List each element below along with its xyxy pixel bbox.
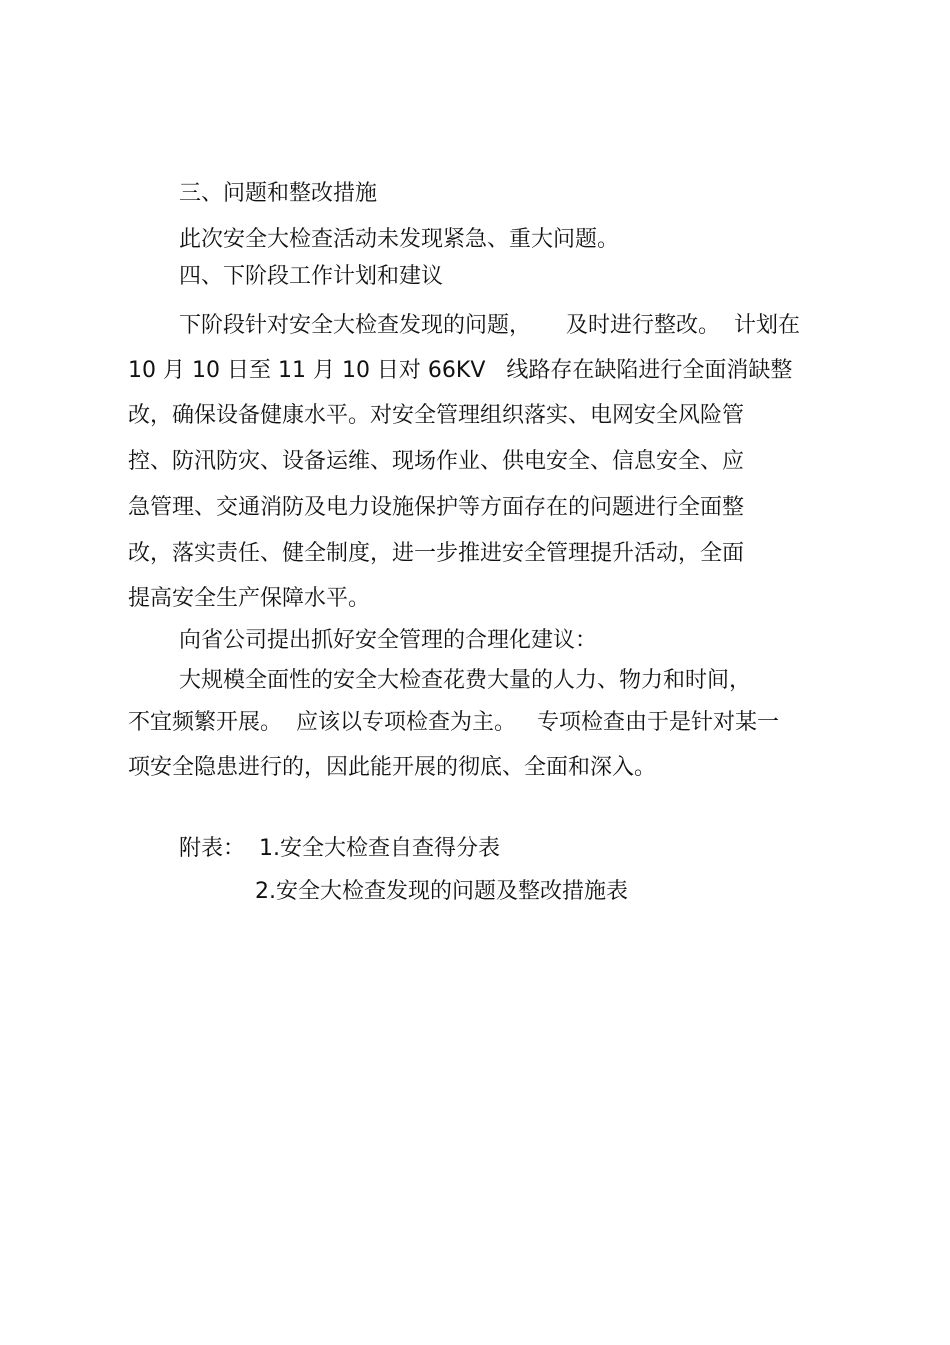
paragraph-line: 10 月 10 日至 11 月 10 日对 66KV 线路存在缺陷进行全面消缺整 bbox=[128, 358, 793, 383]
paragraph-line: 不宜频繁开展。 应该以专项检查为主。 专项检查由于是针对某一 bbox=[128, 710, 779, 735]
paragraph-line: 向省公司提出抓好安全管理的合理化建议： bbox=[179, 628, 598, 653]
paragraph-line: 控、防汛防灾、设备运维、现场作业、供电安全、信息安全、应 bbox=[128, 449, 745, 474]
paragraph-line: 急管理、交通消防及电力设施保护等方面存在的问题进行全面整 bbox=[128, 495, 745, 520]
paragraph-line: 下阶段针对安全大检查发现的问题， 及时进行整改。 计划在 bbox=[179, 313, 800, 338]
paragraph-line: 提高安全生产保障水平。 bbox=[128, 586, 371, 611]
paragraph-line: 改，确保设备健康水平。对安全管理组织落实、电网安全风险管 bbox=[128, 403, 745, 428]
attachment-item-2: 2.安全大检查发现的问题及整改措施表 bbox=[255, 879, 628, 904]
paragraph-line: 项安全隐患进行的，因此能开展的彻底、全面和深入。 bbox=[128, 755, 657, 780]
paragraph-line: 大规模全面性的安全大检查花费大量的人力、物力和时间， bbox=[179, 668, 752, 693]
paragraph-line: 改，落实责任、健全制度，进一步推进安全管理提升活动，全面 bbox=[128, 541, 745, 566]
section-heading-4: 四、下阶段工作计划和建议 bbox=[179, 264, 444, 289]
paragraph-line: 此次安全大检查活动未发现紧急、重大问题。 bbox=[179, 227, 620, 252]
attachment-item-1: 附表： 1.安全大检查自查得分表 bbox=[179, 836, 500, 861]
section-heading-3: 三、问题和整改措施 bbox=[179, 181, 378, 206]
